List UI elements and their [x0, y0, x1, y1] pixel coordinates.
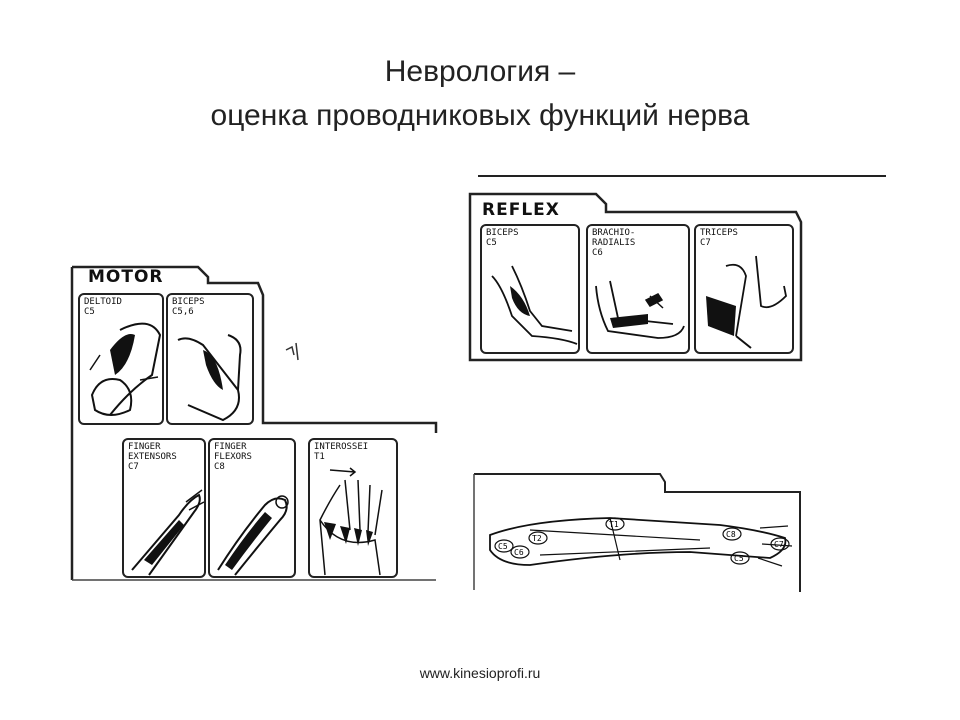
motor-cell-label: FINGER FLEXORS C8 [214, 442, 252, 472]
reflex-cell-label: TRICEPS C7 [700, 228, 738, 248]
motor-cell-finger-extensors [122, 438, 206, 578]
motor-cell-finger-flexors [208, 438, 296, 578]
reflex-brachioradialis-icon [588, 226, 692, 356]
motor-cell-label: INTEROSSEI T1 [314, 442, 369, 462]
reflex-tab-label: REFLEX [482, 200, 560, 220]
dermatome-label-text: C8 [726, 530, 736, 539]
motor-cell-label: DELTOID C5 [84, 297, 122, 317]
reflex-cell-brachioradialis [586, 224, 690, 354]
reflex-cell-label: BRACHIO- RADIALIS C6 [592, 228, 636, 258]
footer-url: www.kinesioprofi.ru [419, 665, 541, 681]
dermatome-label [731, 552, 749, 564]
dermatome-label [529, 532, 547, 544]
dermatome-label [606, 518, 624, 530]
finger-flexors-icon [210, 440, 298, 580]
dermatome-label [495, 540, 513, 552]
finger-extensors-icon [124, 440, 208, 580]
dermatome-label-text: T1 [609, 520, 619, 529]
reflex-cell-label: BICEPS C5 [486, 228, 519, 248]
slide-title [0, 50, 960, 138]
reflex-biceps-icon [482, 226, 582, 356]
interossei-hand-icon [310, 440, 400, 580]
dermatome-label [771, 538, 789, 550]
dermatome-labels [470, 470, 806, 596]
dermatome-label-text: C7 [774, 540, 784, 549]
motor-cell-deltoid [78, 293, 164, 425]
reflex-cell-triceps [694, 224, 794, 354]
sensory-panel [470, 470, 806, 596]
deltoid-arm-icon [80, 295, 166, 427]
dermatome-label-text: T2 [532, 534, 542, 543]
title-line-1: Неврология – [384, 55, 576, 88]
dermatome-label-text: C6 [514, 548, 524, 557]
reflex-triceps-icon [696, 226, 796, 356]
title-line-2: оценка проводниковых функций нерва [210, 99, 750, 132]
motor-cell-interossei [308, 438, 398, 578]
reflex-panel [466, 172, 886, 372]
biceps-arm-icon [168, 295, 256, 427]
motor-cell-label: FINGER EXTENSORS C7 [128, 442, 177, 472]
dermatome-label [723, 528, 741, 540]
reflex-cell-biceps [480, 224, 580, 354]
dermatome-label-text: C5 [734, 554, 744, 563]
motor-cell-biceps [166, 293, 254, 425]
motor-panel [68, 255, 440, 585]
dermatome-label-text: C5 [498, 542, 508, 551]
motor-tab-label: MOTOR [88, 267, 164, 287]
motor-cell-label: BICEPS C5,6 [172, 297, 205, 317]
dermatome-label [511, 546, 529, 558]
